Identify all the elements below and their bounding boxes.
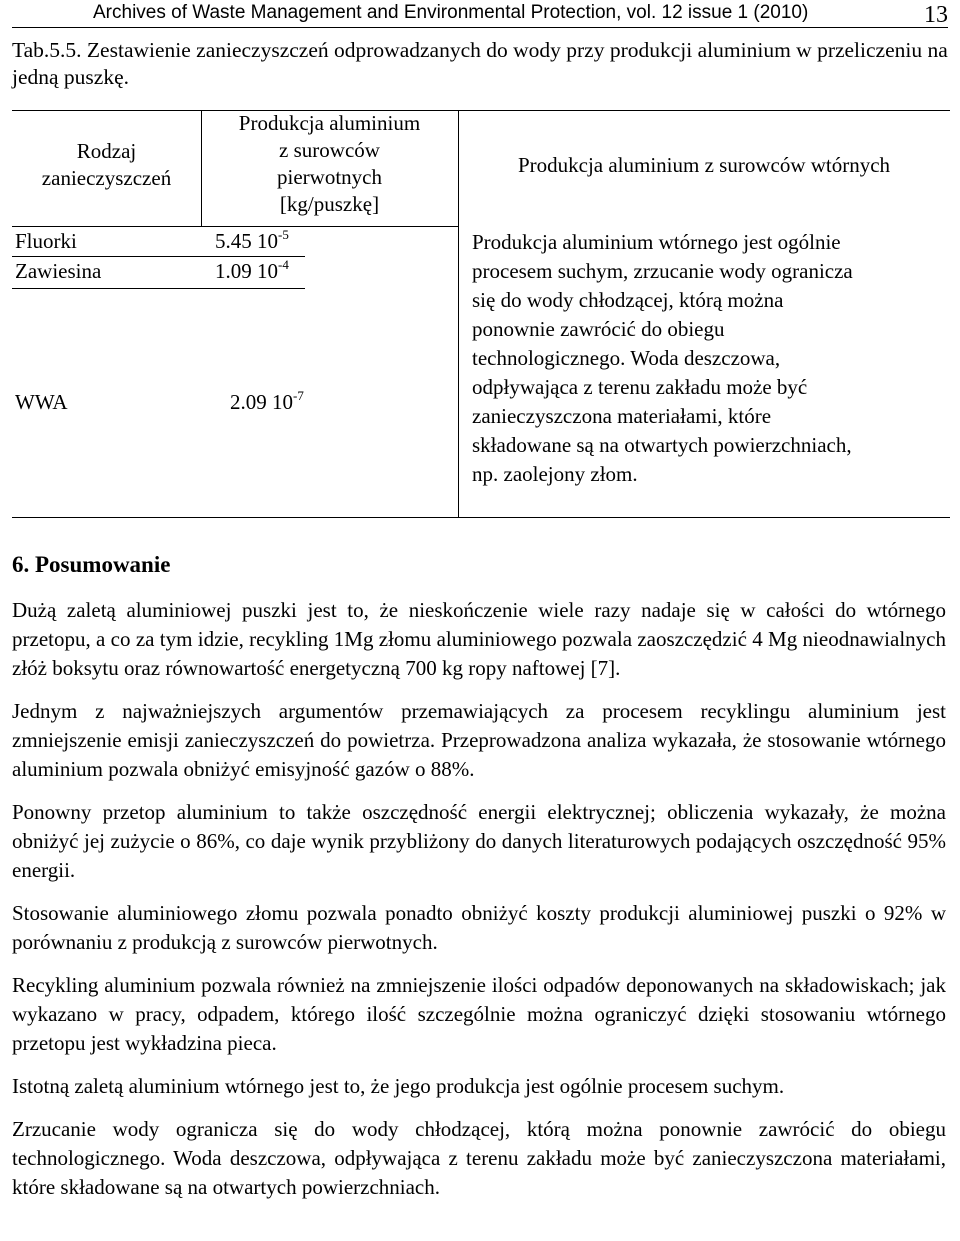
header-line: [kg/puszkę] [279,192,380,216]
description-line: składowane są na otwartych powierzchniach, [472,433,852,457]
section-heading: 6. Posumowanie [12,552,171,577]
header-pollutant-type [12,138,201,192]
paragraph: Recykling aluminium pozwala również na zmniejszenie ilości odpadów deponowanych na składowiskach; jak wykazano w pracy, odpadem, którego ilość szczególnie można ograniczyć dzięki stosowaniu wtórnego przetopu jest wykładzina pieca. [12,973,946,1055]
value-base: 1.09 10 [215,259,278,283]
header-line: pierwotnych [277,165,382,189]
description-line: technologicznego. Woda deszczowa, [472,346,781,370]
table-bottom-border [12,517,950,518]
secondary-production-description [472,228,948,489]
header-line: Rodzaj [76,139,137,163]
row-name-pah: WWA [15,390,68,414]
description-line: Produkcja aluminium wtórnego jest ogólnie [472,230,841,254]
page-number: 13 [924,2,948,28]
pollutants-table [12,110,950,518]
row-name-fluorides: Fluorki [15,229,77,253]
description-line: procesem suchym, zrzucanie wody ogranicza [472,259,853,283]
paragraph: Zrzucanie wody ogranicza się do wody chłodzącej, którą można ponownie zawrócić do obiegu technologicznego. Woda deszczowa, odpływająca z terenu zakładu może być zanieczyszczona materiałami, które składowane są na otwartych powierzchniach. [12,1117,946,1199]
row-value-fluorides [215,228,289,255]
table-row-divider [12,288,305,289]
row-name-suspension: Zawiesina [15,259,102,283]
paragraph: Dużą zaletą aluminiowej puszki jest to, że nieskończenie wiele razy nadaje się w całości do wtórnego przetopu, a co za tym idzie, recykling 1Mg złomu aluminiowego pozwala zaoszczędzić 4 Mg nieodnawialnych złóż boksytu oraz równowartość energetyczną 700 kg ropy naftowej [7]. [12,598,946,680]
section-body [12,596,946,1216]
paragraph: Ponowny przetop aluminium to także oszczędność energii elektrycznej; obliczenia wykazały, że można obniżyć jej zużycie o 86%, co daje wynik przybliżony do danych literaturowych podających oszczędność 95% energii. [12,800,946,882]
journal-title: Archives of Waste Management and Environmental Protection, vol. 12 issue 1 (2010) [93,2,809,23]
table-header-bottom-border [12,226,458,227]
row-value-suspension [215,258,289,285]
table-top-border [12,110,950,111]
table-caption: Tab.5.5. Zestawienie zanieczyszczeń odprowadzanych do wody przy produkcji aluminium w przeliczeniu na jedną puszkę. [12,38,948,89]
value-base: 2.09 10 [230,390,293,414]
value-exponent: -7 [293,388,304,403]
table-row-divider [12,256,305,257]
value-base: 5.45 10 [215,229,278,253]
value-exponent: -4 [278,257,289,272]
value-exponent: -5 [278,227,289,242]
header-line: Produkcja aluminium [238,111,421,135]
header-line: z surowców [279,138,380,162]
description-line: zanieczyszczona materiałami, które [472,404,772,428]
row-value-pah [230,389,304,416]
header-primary-production [201,110,458,218]
paragraph: Stosowanie aluminiowego złomu pozwala ponadto obniżyć koszty produkcji aluminiowej puszki o 92% w porównaniu z produkcją z surowców pierwotnych. [12,901,946,954]
description-line: odpływająca z terenu zakładu może być [472,375,808,399]
paragraph: Jednym z najważniejszych argumentów przemawiających za procesem recyklingu aluminium jest zmniejszenie emisji zanieczyszczeń do powietrza. Przeprowadzona analiza wykazała, że stosowanie wtórnego aluminium pozwala obniżyć emisyjność gazów o 88%. [12,699,946,781]
header-rule [12,27,948,28]
header-secondary-production: Produkcja aluminium z surowców wtórnych [517,153,891,177]
description-line: ponownie zawrócić do obiegu [472,317,725,341]
page-header [0,0,960,30]
description-line: się do wody chłodzącej, którą można [472,288,784,312]
header-line: zanieczyszczeń [41,166,172,190]
description-line: np. zaolejony złom. [472,462,638,486]
paragraph: Istotną zaletą aluminium wtórnego jest to, że jego produkcja jest ogólnie procesem suchym. [12,1074,785,1098]
